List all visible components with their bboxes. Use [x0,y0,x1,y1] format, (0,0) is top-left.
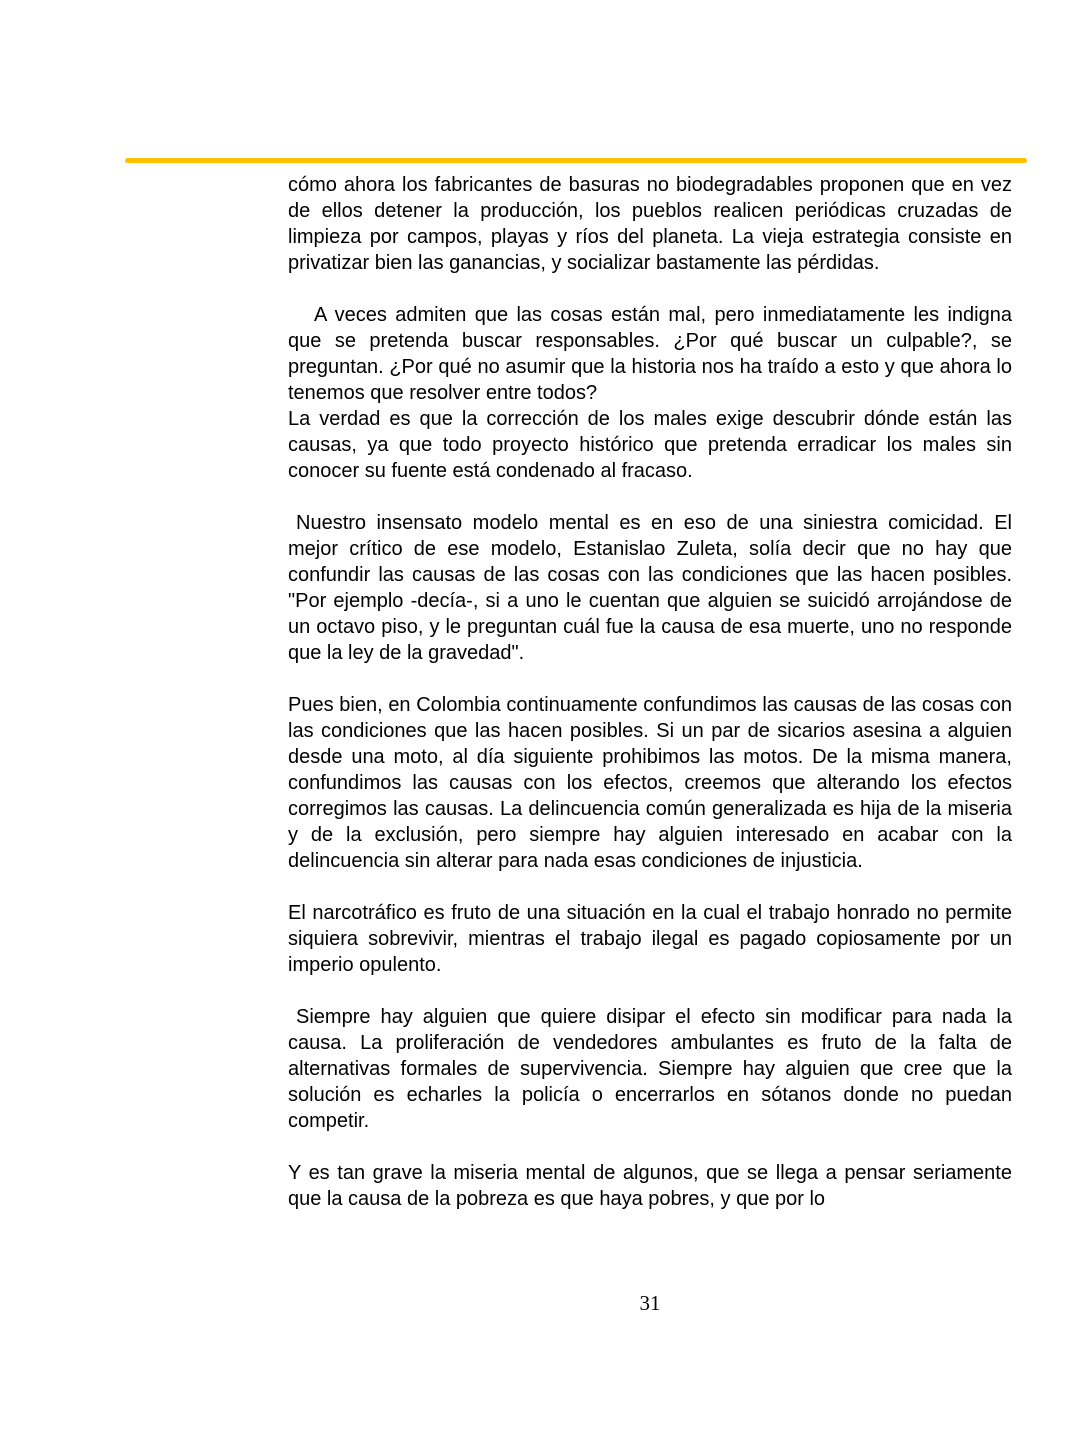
header-rule [125,158,1027,163]
paragraph: cómo ahora los fabricantes de basuras no biodegradables proponen que en vez de ellos detener la producción, los pueblos realicen periódicas cruzadas de limpieza por campos, playas y ríos del planeta. La vieja estrategia consiste en privatizar bien las ganancias, y socializar bastamente las pérdidas. [288,174,1012,274]
paragraph: Nuestro insensato modelo mental es en eso de una siniestra comicidad. El mejor crítico de ese modelo, Estanislao Zuleta, solía decir que no hay que confundir las causas de las cosas con las condiciones que las hacen posibles. "Por ejemplo -decía-, si a uno le cuentan que alguien se suicidó arrojándose de un octavo piso, y le preguntan cuál fue la causa de esa muerte, uno no responde que la ley de la gravedad". [288,512,1012,664]
page-number: 31 [639,1291,661,1315]
paragraph: Pues bien, en Colombia continuamente confundimos las causas de las cosas con las condiciones que las hacen posibles. Si un par de sicarios asesina a alguien desde una moto, al día siguiente prohibimos las motos. De la misma manera, confundimos las causas con los efectos, creemos que alterando los efectos corregimos las causas. La delincuencia común generalizada es hija de la miseria y de la exclusión, pero siempre hay alguien interesado en acabar con la delincuencia sin alterar para nada esas condiciones de injusticia. [288,694,1012,872]
paragraph: Siempre hay alguien que quiere disipar el efecto sin modificar para nada la causa. La proliferación de vendedores ambulantes es fruto de la falta de alternativas formales de supervivencia. Siempre hay alguien que cree que la solución es echarles la policía o encerrarlos en sótanos donde no puedan competir. [288,1006,1012,1132]
document-body [288,172,1012,1212]
paragraph: Y es tan grave la miseria mental de algunos, que se llega a pensar seriamente que la causa de la pobreza es que haya pobres, y que por lo [288,1162,1012,1210]
paragraph: El narcotráfico es fruto de una situación en la cual el trabajo honrado no permite siquiera sobrevivir, mientras el trabajo ilegal es pagado copiosamente por un imperio opulento. [288,902,1012,976]
paragraph: La verdad es que la corrección de los males exige descubrir dónde están las causas, ya que todo proyecto histórico que pretenda erradicar los males sin conocer su fuente está condenado al fracaso. [288,408,1012,482]
paragraph: A veces admiten que las cosas están mal, pero inmediatamente les indigna que se pretenda buscar responsables. ¿Por qué buscar un culpable?, se preguntan. ¿Por qué no asumir que la historia nos ha traído a esto y que ahora lo tenemos que resolver entre todos? [288,304,1012,404]
